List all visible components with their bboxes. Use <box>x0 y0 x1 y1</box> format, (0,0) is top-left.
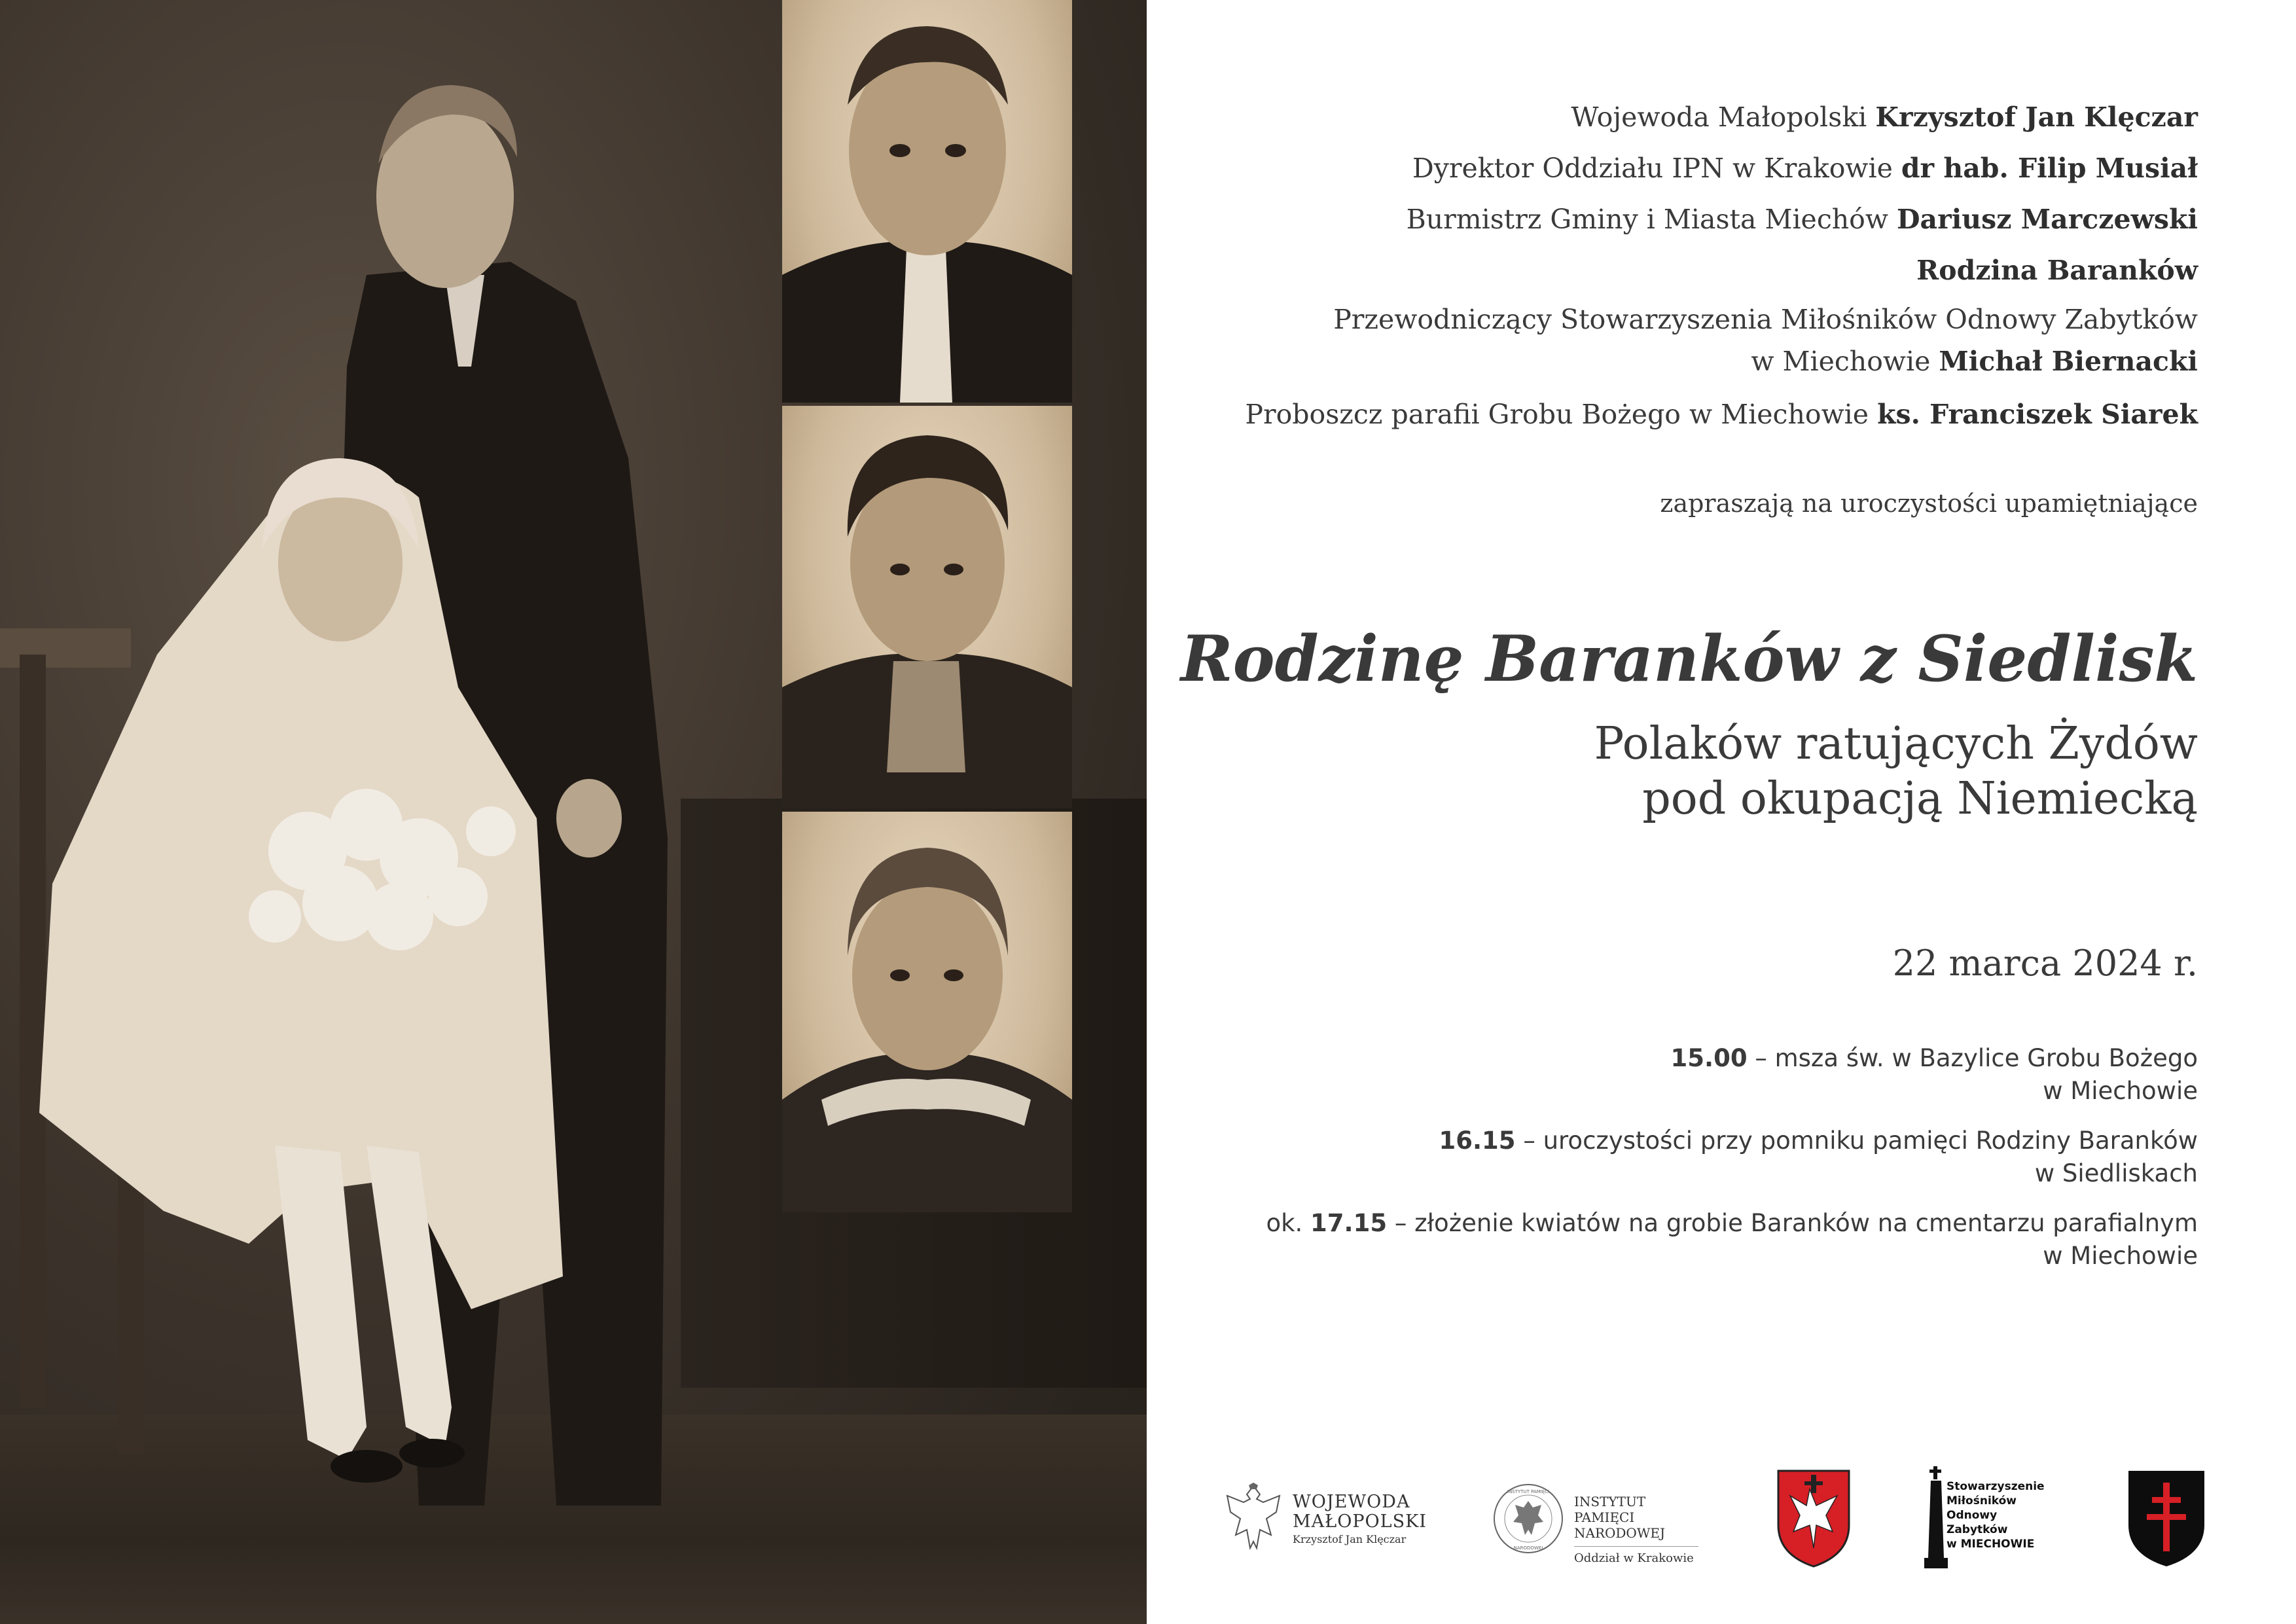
event-title: Rodzinę Baranków z Siedlisk <box>1180 622 2198 696</box>
schedule-item: ok. 17.15 – złożenie kwiatów na grobie Baranków na cmentarzu parafialnym w Miechowie <box>1266 1209 2198 1270</box>
smoz-logo-line1: Stowarzyszenie <box>1946 1480 2045 1493</box>
ipn-seal-text-bottom: NARODOWEJ <box>1513 1545 1543 1551</box>
wojewoda-logo-line3: Krzysztof Jan Klęczar <box>1293 1533 1407 1545</box>
portrait-boy-1 <box>782 0 1072 403</box>
logo-ipn <box>1492 1460 1708 1578</box>
ipn-logo-line2: NARODOWEJ <box>1574 1525 1666 1541</box>
portrait-strip <box>782 0 1072 1212</box>
logo-miechow-herb <box>1777 1460 1856 1578</box>
smoz-logo-line2: Miłośników <box>1946 1494 2017 1507</box>
ipn-seal-icon <box>1492 1483 1564 1555</box>
miechow-coat-of-arms-icon <box>1777 1470 1850 1568</box>
logo-wojewoda <box>1224 1460 1440 1578</box>
host-ipn: Dyrektor Oddziału IPN w Krakowie dr hab. Filip Musiał <box>1412 153 2198 184</box>
wojewoda-logo-line1: WOJEWODA <box>1293 1492 1410 1512</box>
smoz-logo-line4: Zabytków <box>1946 1523 2008 1536</box>
subtitle-line-1: Polaków ratujących Żydów <box>1594 718 2198 770</box>
host-rodzina: Rodzina Baranków <box>1916 255 2198 286</box>
event-subtitle <box>1594 717 2198 827</box>
portrait-woman <box>782 812 1072 1212</box>
wojewoda-logo-line2: MAŁOPOLSKI <box>1293 1511 1427 1532</box>
partner-logos <box>1224 1460 2206 1578</box>
hosts-list <box>1190 92 2198 529</box>
smoz-logo-line5: w MIECHOWIE <box>1946 1538 2035 1551</box>
event-date: 22 marca 2024 r. <box>1892 943 2198 984</box>
subtitle-line-2: pod okupacją Niemiecką <box>1642 773 2198 825</box>
host-burmistrz: Burmistrz Gminy i Miasta Miechów Dariusz Marczewski <box>1406 204 2198 235</box>
schedule-item: 16.15 – uroczystości przy pomniku pamięci Rodziny Baranków w Siedliskach <box>1439 1127 2198 1187</box>
ipn-seal-text-top: INSTYTUT PAMIĘCI <box>1507 1489 1550 1494</box>
host-stowarzyszenie: Przewodniczący Stowarzyszenia Miłośników Odnowy Zabytków w Miechowie Michał Biernacki <box>1333 304 2198 377</box>
ipn-logo-divider <box>1574 1546 1698 1547</box>
schedule-item: 15.00 – msza św. w Bazylice Grobu Bożego w Miechowie <box>1670 1044 2198 1105</box>
smoz-logo-line3: Odnowy <box>1946 1509 1998 1522</box>
wedding-photo <box>0 0 1147 1624</box>
invitation-intro: zapraszają na uroczystości upamiętniające <box>1660 489 2198 518</box>
double-cross-shield-icon <box>2127 1470 2206 1568</box>
host-proboszcz: Proboszcz parafii Grobu Bożego w Miechowie ks. Franciszek Siarek <box>1245 399 2198 430</box>
polish-eagle-icon <box>1224 1483 1283 1555</box>
host-wojewoda: Wojewoda Małopolski Krzysztof Jan Klęczar <box>1571 101 2198 133</box>
ipn-logo-line3: Oddział w Krakowie <box>1574 1551 1694 1565</box>
event-schedule <box>1151 1042 2198 1290</box>
logo-smoz <box>1924 1460 2049 1578</box>
ipn-logo-line1: INSTYTUT PAMIĘCI <box>1574 1494 1646 1525</box>
portrait-boy-2 <box>782 406 1072 808</box>
logo-parafia-herb <box>2127 1460 2206 1578</box>
